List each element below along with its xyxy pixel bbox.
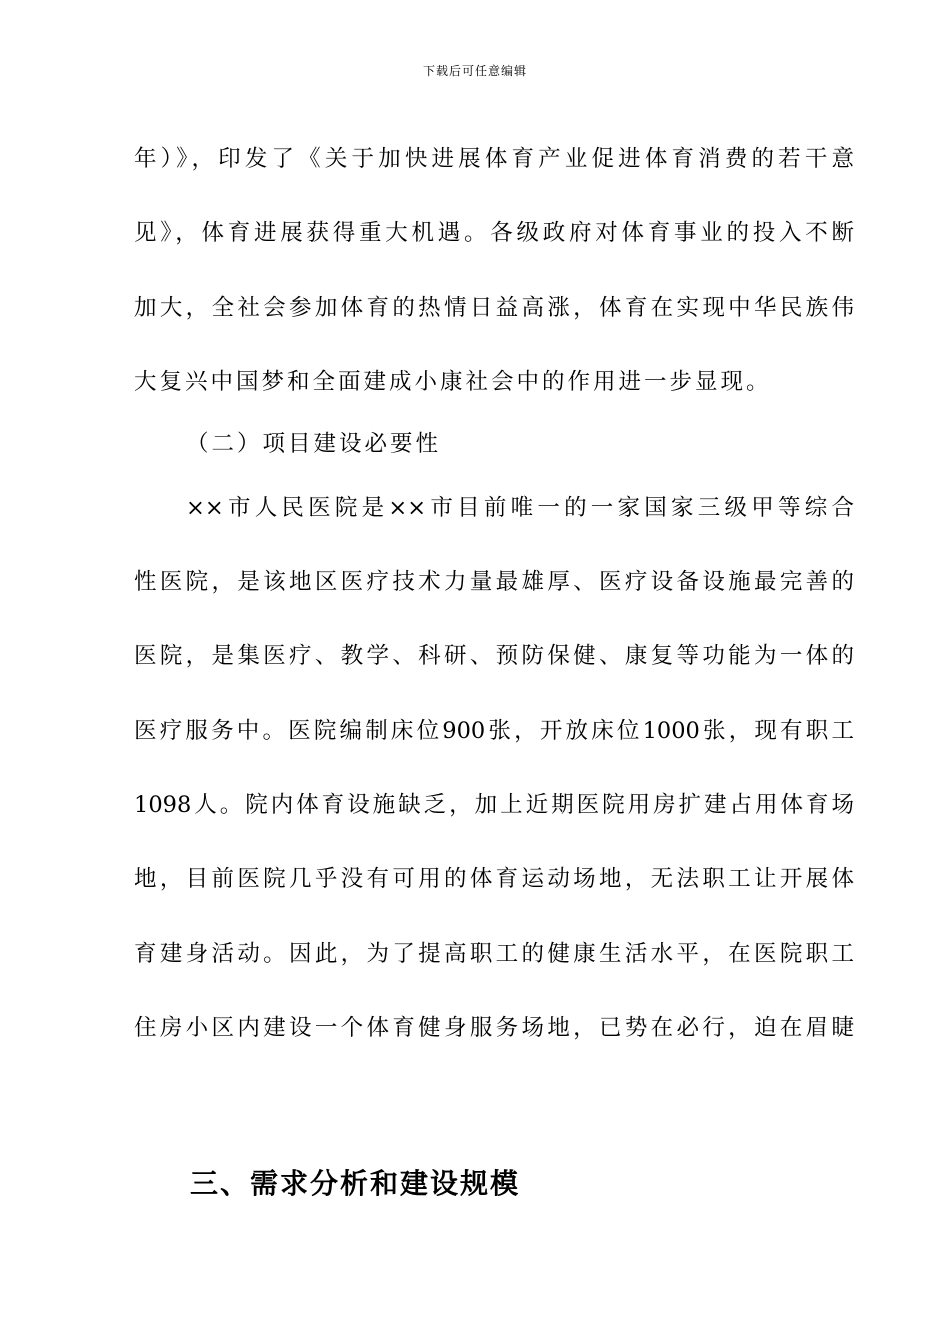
page-header: 下载后可任意编辑 (422, 64, 527, 78)
paragraph-line: 加大，全社会参加体育的热情日益高涨，体育在实现中华民族伟 (134, 295, 854, 321)
paragraph-line: ××市人民医院是××市目前唯一的一家国家三级甲等综合 (186, 495, 854, 521)
paragraph-line: 大复兴中国梦和全面建成小康社会中的作用进一步显现。 (134, 369, 772, 395)
paragraph-line: 住房小区内建设一个体育健身服务场地，已势在必行，迫在眉睫 (134, 1015, 854, 1041)
paragraph-line: 见》，体育进展获得重大机遇。各级政府对体育事业的投入不断 (134, 220, 854, 246)
paragraph-line: 医疗服务中。医院编制床位900张，开放床位1000张，现有职工 (134, 718, 854, 744)
paragraph-line: 性医院，是该地区医疗技术力量最雄厚、医疗设备设施最完善的 (134, 569, 854, 595)
subsection-heading: （二）项目建设必要性 (186, 431, 442, 457)
paragraph-line: 医院，是集医疗、教学、科研、预防保健、康复等功能为一体的 (134, 643, 854, 669)
paragraph-line: 育建身活动。因此，为了提高职工的健康生活水平，在医院职工 (134, 941, 854, 967)
paragraph-line: 地，目前医院几乎没有可用的体育运动场地，无法职工让开展体 (134, 866, 854, 892)
section-heading: 三、需求分析和建设规模 (190, 1167, 521, 1200)
paragraph-line: 年）》，印发了《关于加快进展体育产业促进体育消费的若干意 (134, 146, 854, 172)
paragraph-line: 1098人。院内体育设施缺乏，加上近期医院用房扩建占用体育场 (134, 792, 854, 818)
